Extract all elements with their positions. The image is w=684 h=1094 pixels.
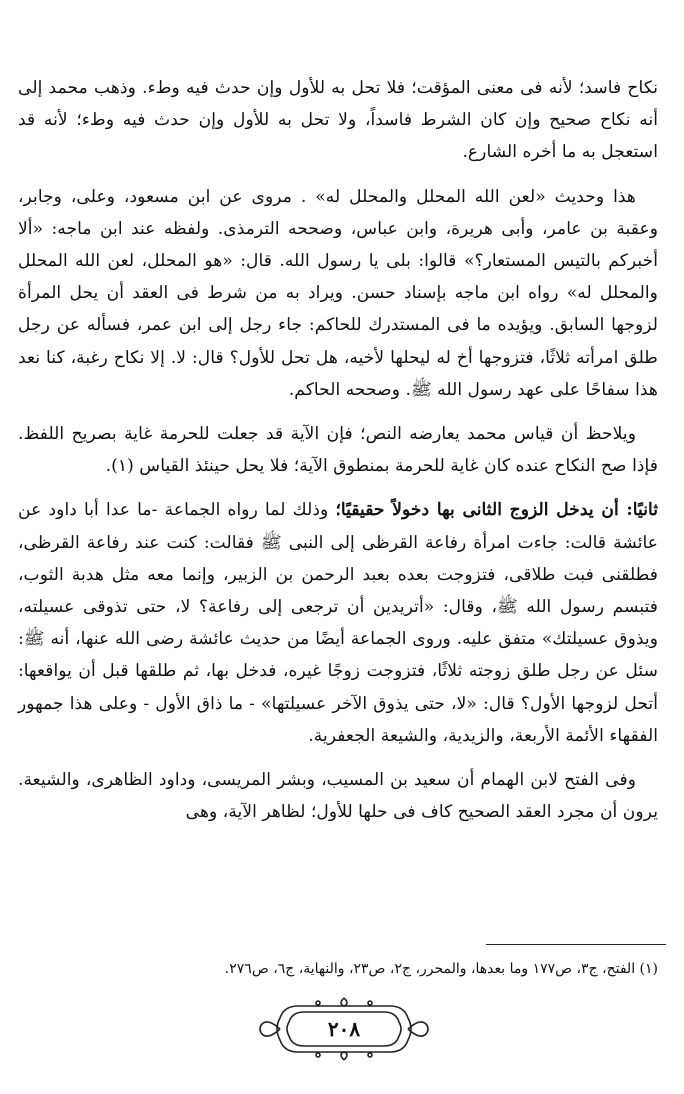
paragraph-3: ويلاحظ أن قياس محمد يعارضه النص؛ فإن الآية قد جعلت للحرمة غاية بصريح اللفظ. فإذا صح النكاح عنده كان غاية للحرمة بمنطوق الآية؛ فلا يحل حينئذ القياس (١). <box>18 424 658 477</box>
paragraph-5: وفى الفتح لابن الهمام أن سعيد بن المسيب، وبشر المريسى، وداود الظاهرى، والشيعة. يرون أن مجرد العقد الصحيح كاف فى حلها للأول؛ لظاهر الآية، وهى <box>18 770 658 823</box>
section-heading: ثانيًا: أن يدخل الزوج الثانى بها دخولاً حقيقيًا؛ <box>335 500 658 521</box>
paragraph-4-body: ما عدا أبا داود عن عائشة قالت: جاءت امرأة رفاعة القرظى إلى النبى ﷺ فقالت: كنت عند رفاعة القرظى، فطلقنى فبت طلاقى، فتزوجت بعده بعبد الرحمن بن الزبير، وإنما معه مثل هدبة الثوب، فتبسم رسول الله ﷺ، وقال: «أتريدين أن ترجعى إلى رفاعة؟ لا، حتى تذوقى عسيلته، ويذوق عسيلتك» متفق عليه. وروى الجماعة أيضًا من حديث عائشة رضى الله عنها، أنه ﷺ: سئل عن رجل طلق زوجته ثلاثًا، فتزوجت زوجًا غيره، فدخل بها، ثم طلقها قبل أن يواقعها: أتحل لزوجها الأول؟ قال: «لا، حتى يذوق الآخر عسيلتها» - ما ذاق الأول - وعلى هذا جمهور الفقهاء الأئمة الأربعة، والزيدية، والشيعة الجعفرية. <box>18 500 658 746</box>
page-number: ٢٠٨ <box>327 1017 361 1041</box>
section-heading-rest: وذلك لما رواه الجماعة - <box>151 500 336 521</box>
paragraph-4 <box>18 494 658 752</box>
footnote-divider <box>486 944 666 945</box>
paragraph-2: هذا وحديث «لعن الله المحلل والمحلل له» . مروى عن ابن مسعود، وعلى، وجابر، وعقبة بن عامر، وأبى هريرة، وابن عباس، وصححه الترمذى. ولفظه عند ابن ماجه: «ألا أخبركم بالتيس المستعار؟» قالوا: بلى يا رسول الله. قال: «هو المحلل، لعن الله المحلل والمحلل له» رواه ابن ماجه بإسناد حسن. ويراد به من شرط فى العقد أن يحل المرأة لزوجها السابق. ويؤيده ما فى المستدرك للحاكم: جاء رجل إلى ابن عمر، فسأله عن رجل طلق امرأته ثلاثًا، فتزوجها أخ له ليحلها لأخيه، هل تحل للأول؟ قال: لا. إلا نكاح رغبة، كنا نعد هذا سفاحًا على عهد رسول الله ﷺ. وصححه الحاكم. <box>18 186 658 400</box>
main-text <box>18 72 658 840</box>
footnote: (١) الفتح، ج٣، ص١٧٧ وما بعدها، والمحرر، ج٢، ص٢٣، والنهاية، ج٦، ص٢٧٦. <box>224 961 658 977</box>
paragraph-1: نكاح فاسد؛ لأنه فى معنى المؤقت؛ فلا تحل به للأول وإن حدث فيه وطء. وذهب محمد إلى أنه نكاح صحيح وإن كان الشرط فاسداً، ولا تحل به للأول وإن حدث فيه وطء؛ لأنه قد استعجل به ما أخره الشارع. <box>18 78 658 163</box>
